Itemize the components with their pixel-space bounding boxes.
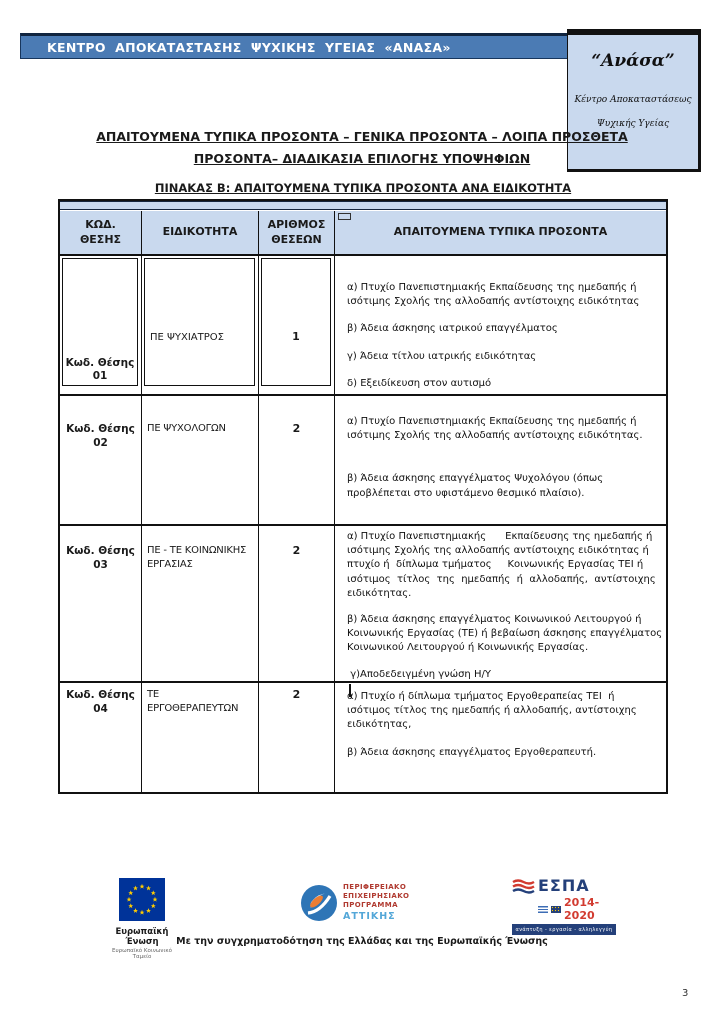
espa-name: ΕΣΠΑ <box>538 876 590 895</box>
table-row <box>60 256 666 394</box>
logo-top-bar <box>567 29 701 35</box>
espa-logo <box>512 876 624 935</box>
cell-qualifications <box>334 256 666 394</box>
eu-flag-icon <box>119 878 165 921</box>
funding-note: Με την συγχρηματοδότηση της Ελλάδας και της Ευρωπαϊκής Ένωσης <box>176 936 548 947</box>
qualification-item: δ) Εξειδίκευση στον αυτισμό <box>347 377 492 389</box>
table-top-strip <box>60 201 666 210</box>
attiki-logo-icon <box>301 885 337 921</box>
attiki-line-2: ΕΠΙΧΕΙΡΗΣΙΑΚΟ <box>343 892 410 900</box>
cell-qualifications <box>334 526 666 681</box>
greek-flag-icon <box>538 906 548 913</box>
attiki-region-label: ΑΤΤΙΚΗΣ <box>343 911 396 922</box>
qualification-item: α) Πτυχίο Πανεπιστημιακής Εκπαίδευσης της ημεδαπής ή ισότιμης Σχολής της αλλοδαπής αντίστοιχης ειδικότητας ή πτυχίο ή δίπλωμα τμήματος Κοινωνικής Εργασίας ΤΕΙ ή ισότιμος τίτλος της ημεδαπής ή αλλοδαπής, αντίστοιχης ειδικότητας. <box>347 531 659 599</box>
cell-positions: 2 <box>258 396 334 524</box>
header-cell-positions: ΑΡΙΘΜΟΣ ΘΕΣΕΩΝ <box>258 211 334 254</box>
qualification-item: β) Άδεια άσκησης επαγγέλματος Εργοθεραπευτή. <box>347 746 597 758</box>
eu-mini-flag-icon <box>551 906 561 913</box>
qualification-item: β) Άδεια άσκησης επαγγέλματος Ψυχολόγου (όπως προβλέπεται στο υφιστάμενο θεσμικό πλαίσιο). <box>347 473 607 499</box>
attiki-line-1: ΠΕΡΙΦΕΡΕΙΑΚΟ <box>343 883 407 891</box>
eu-sublabel: Ευρωπαϊκό Κοινωνικό Ταμείο <box>112 948 172 960</box>
page-number: 3 <box>682 988 689 999</box>
cell-code: Κωδ. Θέσης 03 <box>66 545 135 572</box>
cell-code: Κωδ. Θέσης 02 <box>66 423 135 450</box>
header-cell-code: ΚΩΔ. ΘΕΣΗΣ <box>60 211 141 254</box>
eu-logo <box>102 878 182 960</box>
logo-subtitle-1: Κέντρο Αποκαταστάσεως <box>574 95 692 105</box>
qualification-item: β) Άδεια άσκησης ιατρικού επαγγέλματος <box>347 323 558 335</box>
qualification-item: α) Πτυχίο Πανεπιστημιακής Εκπαίδευσης της ημεδαπής ή ισότιμης Σχολής της αλλοδαπής αντίστοιχης ειδικότητας. <box>347 416 643 442</box>
document-title <box>62 126 662 170</box>
logo-title: “Ανάσα” <box>591 51 675 71</box>
cell-qualifications <box>334 396 666 524</box>
cell-code: Κωδ. Θέσης 04 <box>66 689 135 716</box>
table-row <box>60 681 666 792</box>
header-notch <box>338 213 351 220</box>
espa-waves-icon <box>512 878 535 894</box>
cell-code: Κωδ. Θέσης 01 <box>62 258 138 386</box>
document-title-line-2: ΠΡΟΣΟΝΤΑ– ΔΙΑΔΙΚΑΣΙΑ ΕΠΙΛΟΓΗΣ ΥΠΟΨΗΦΙΩΝ <box>193 151 531 166</box>
qualification-item: γ)Αποδεδειγμένη γνώση Η/Υ <box>347 668 491 680</box>
attiki-line-3: ΠΡΟΓΡΑΜΜΑ <box>343 901 398 909</box>
document-title-line-1: ΑΠΑΙΤΟΥΜΕΝΑ ΤΥΠΙΚΑ ΠΡΟΣΟΝΤΑ – ΓΕΝΙΚΑ ΠΡΟΣΟΝΤΑ – ΛΟΙΠΑ ΠΡΟΣΘΕΤΑ <box>96 129 628 144</box>
qualification-item: β) Άδεια άσκησης επαγγέλματος Κοινωνικού Λειτουργού ή Κοινωνικής Εργασίας (ΤΕ) ή βεβαίωση άσκησης επαγγέλματος Κοινωνικού Λειτουργού ή Κοινωνικής Εργασίας. <box>347 613 666 654</box>
header-title: ΚΕΝΤΡΟ ΑΠΟΚΑΤΑΣΤΑΣΗΣ ΨΥΧΙΚΗΣ ΥΓΕΙΑΣ «ΑΝΑΣΑ» <box>47 39 451 55</box>
qualification-item: γ) Άδεια τίτλου ιατρικής ειδικότητας <box>347 350 537 362</box>
eu-label: Ευρωπαϊκή Ένωση <box>115 927 169 947</box>
cell-positions: 2 <box>258 683 334 792</box>
qualification-item: α) Πτυχίο Πανεπιστημιακής Εκπαίδευσης της ημεδαπής ή ισότιμης Σχολής της αλλοδαπής αντίστοιχης ειδικότητας <box>347 282 640 308</box>
cell-specialty: ΠΕ - ΤΕ ΚΟΙΝΩΝΙΚΗΣ ΕΡΓΑΣΙΑΣ <box>141 526 258 681</box>
cell-qualifications <box>334 683 666 792</box>
header-cell-qualifications: ΑΠΑΙΤΟΥΜΕΝΑ ΤΥΠΙΚΑ ΠΡΟΣΟΝΤΑ <box>334 211 666 254</box>
cell-positions: 1 <box>261 258 331 386</box>
cell-specialty: ΠΕ ΨΥΧΟΛΟΓΩΝ <box>141 396 258 524</box>
table-row <box>60 524 666 681</box>
header-bar <box>20 33 568 59</box>
cell-specialty: ΠΕ ΨΥΧΙΑΤΡΟΣ <box>144 258 255 386</box>
cell-specialty: ΤΕ ΕΡΓΟΘΕΡΑΠΕΥΤΩΝ <box>141 683 258 792</box>
espa-slogan-bar: ανάπτυξη - εργασία - αλληλεγγύη <box>512 924 616 935</box>
header-cell-specialty: ΕΙΔΙΚΟΤΗΤΑ <box>141 211 258 254</box>
espa-years: 2014-2020 <box>564 896 600 922</box>
cell-positions: 2 <box>258 526 334 681</box>
attiki-logo <box>301 883 409 922</box>
table-row <box>60 394 666 524</box>
logo-subtitle-2: Ψυχικής Υγείας <box>596 119 670 129</box>
qualifications-table <box>58 199 668 794</box>
table-header-row <box>60 211 666 256</box>
table-caption: ΠΙΝΑΚΑΣ Β: ΑΠΑΙΤΟΥΜΕΝΑ ΤΥΠΙΚΑ ΠΡΟΣΟΝΤΑ ΑΝΑ ΕΙΔΙΚΟΤΗΤΑ <box>154 181 572 195</box>
qualification-item: α) Πτυχίο ή δίπλωμα τμήματος Εργοθεραπείας ΤΕΙ ή ισότιμος τίτλος της ημεδαπής ή αλλοδαπής, αντίστοιχης ειδικότητας, <box>347 691 640 731</box>
